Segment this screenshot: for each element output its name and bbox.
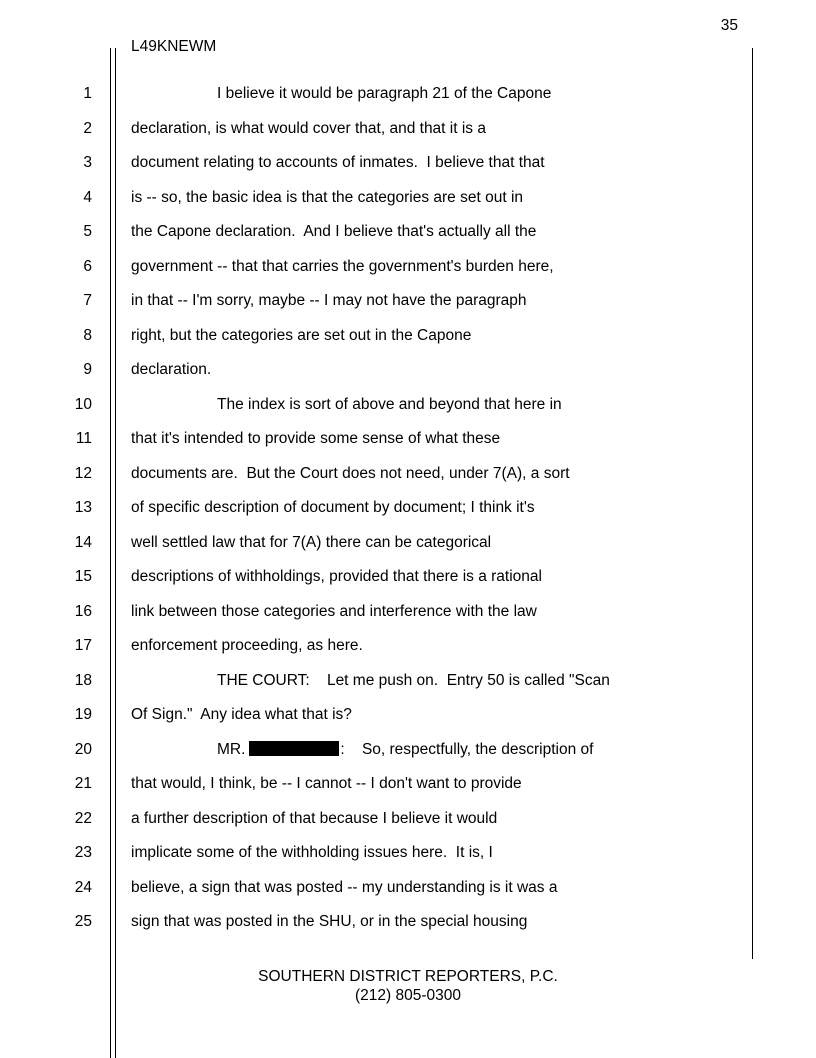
- line-number: 3: [83, 154, 92, 171]
- transcript-line: [0, 223, 816, 243]
- line-number: 4: [83, 188, 92, 206]
- line-text: enforcement proceeding, as here.: [131, 637, 363, 654]
- line-text: document relating to accounts of inmates. I believe that that: [131, 154, 545, 171]
- transcript-line: [0, 913, 816, 933]
- line-number: 13: [74, 499, 92, 516]
- line-text: declaration.: [131, 361, 212, 378]
- line-number: 9: [83, 361, 92, 378]
- transcript-line: [0, 85, 816, 105]
- line-text: I believe it would be paragraph 21 of the Capone: [217, 85, 552, 102]
- line-text: well settled law that for 7(A) there can be categorical: [131, 533, 492, 551]
- line-text: right, but the categories are set out in the Capone: [131, 326, 472, 344]
- line-text: a further description of that because I believe it would: [131, 809, 498, 827]
- transcript-line: [0, 775, 816, 795]
- transcript-line: [0, 741, 816, 761]
- transcript-line: [0, 154, 816, 174]
- line-number: 19: [74, 706, 92, 723]
- speaker-text: : So, respectfully, the description of: [340, 740, 594, 758]
- footer-phone: (212) 805-0300: [355, 987, 461, 1004]
- page-number: 35: [720, 17, 738, 34]
- line-number: 8: [83, 326, 92, 344]
- line-number: 10: [74, 395, 92, 413]
- line-number: 17: [74, 637, 92, 654]
- line-text: The index is sort of above and beyond that here in: [217, 395, 562, 413]
- transcript-line: [0, 120, 816, 140]
- transcript-line: [0, 499, 816, 519]
- line-text: believe, a sign that was posted -- my understanding is it was a: [131, 878, 558, 896]
- line-text: THE COURT: Let me push on. Entry 50 is called "Scan: [217, 671, 610, 689]
- line-number: 21: [74, 775, 92, 792]
- redaction-bar: [249, 741, 339, 756]
- transcript-line: [0, 568, 816, 588]
- line-number: 18: [74, 671, 92, 689]
- line-number: 6: [83, 257, 92, 275]
- transcript-line: [0, 879, 816, 899]
- line-number: 22: [74, 809, 92, 827]
- line-number: 23: [74, 844, 92, 861]
- transcript-line: [0, 292, 816, 312]
- line-text: is -- so, the basic idea is that the categories are set out in: [131, 188, 524, 206]
- line-text: that would, I think, be -- I cannot -- I don't want to provide: [131, 775, 522, 792]
- line-text: of specific description of document by document; I think it's: [131, 499, 535, 516]
- line-number: 11: [75, 430, 92, 447]
- line-number: 12: [74, 464, 92, 482]
- line-number: 15: [74, 568, 92, 585]
- transcript-line: [0, 258, 816, 278]
- line-number: 25: [74, 913, 92, 930]
- line-number: 24: [74, 878, 92, 896]
- line-text: [217, 741, 593, 759]
- line-text: sign that was posted in the SHU, or in the special housing: [131, 913, 528, 930]
- line-number: 20: [74, 740, 92, 758]
- line-text: government -- that that carries the government's burden here,: [131, 257, 554, 275]
- transcript-line: [0, 361, 816, 381]
- transcript-line: [0, 844, 816, 864]
- transcript-line: [0, 637, 816, 657]
- transcript-line: [0, 534, 816, 554]
- transcript-line: [0, 810, 816, 830]
- line-text: link between those categories and interference with the law: [131, 602, 537, 620]
- line-number: 2: [83, 119, 92, 137]
- transcript-line: [0, 189, 816, 209]
- line-number: 16: [74, 602, 92, 620]
- line-text: implicate some of the withholding issues here. It is, I: [131, 844, 493, 861]
- transcript-line: [0, 603, 816, 623]
- line-number: 7: [83, 292, 92, 309]
- line-text: Of Sign." Any idea what that is?: [131, 706, 352, 723]
- transcript-line: [0, 327, 816, 347]
- transcript-line: [0, 465, 816, 485]
- case-id-header: L49KNEWM: [131, 38, 217, 55]
- transcript-line: [0, 706, 816, 726]
- line-text: documents are. But the Court does not need, under 7(A), a sort: [131, 464, 570, 482]
- transcript-line: [0, 672, 816, 692]
- line-number: 5: [83, 223, 92, 240]
- line-text: declaration, is what would cover that, and that it is a: [131, 119, 486, 137]
- transcript-line: [0, 430, 816, 450]
- line-text: that it's intended to provide some sense of what these: [131, 430, 501, 447]
- speaker-label: MR.: [217, 740, 246, 758]
- line-text: in that -- I'm sorry, maybe -- I may not have the paragraph: [131, 292, 527, 309]
- line-number: 1: [83, 85, 92, 102]
- footer-reporter-name: SOUTHERN DISTRICT REPORTERS, P.C.: [258, 968, 558, 985]
- transcript-line: [0, 396, 816, 416]
- line-number: 14: [74, 533, 92, 551]
- line-text: descriptions of withholdings, provided that there is a rational: [131, 568, 542, 585]
- line-text: the Capone declaration. And I believe that's actually all the: [131, 223, 537, 240]
